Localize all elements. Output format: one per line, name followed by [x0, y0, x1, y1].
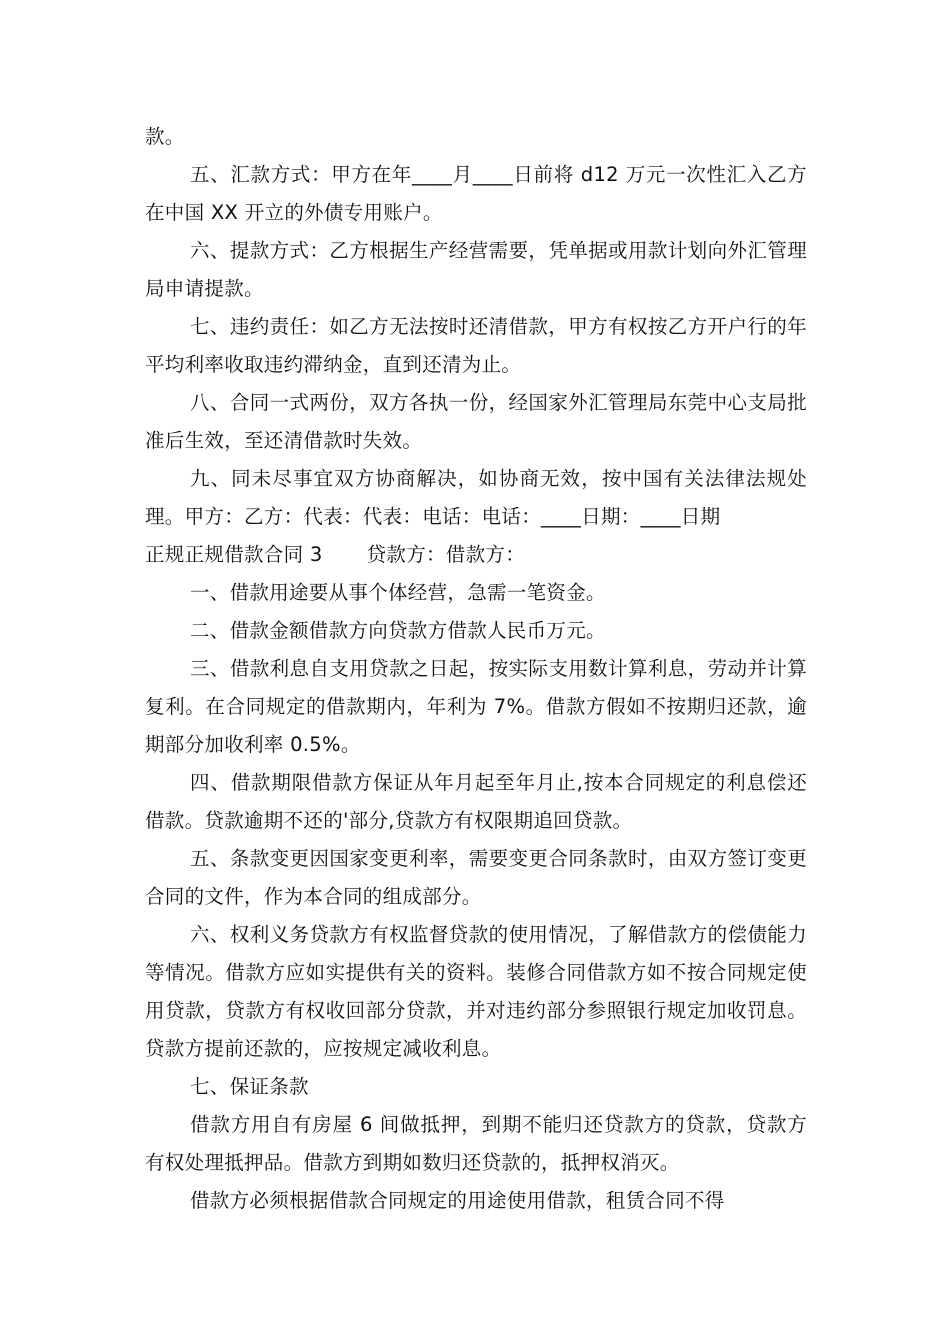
- paragraph-remittance-method: 五、汇款方式：甲方在年____月____日前将 d12 万元一次性汇入乙方在中国 XX 开立的外债专用账户。: [145, 163, 807, 224]
- paragraph-mortgage: 借款方用自有房屋 6 间做抵押，到期不能归还贷款方的贷款，贷款方有权处理抵押品。借款方到期如数归还贷款的，抵押权消灭。: [145, 1113, 807, 1174]
- paragraph-usage: 借款方必须根据借款合同规定的用途使用借款，租赁合同不得: [190, 1189, 725, 1212]
- paragraph-copies: 八、合同一式两份，双方各执一份，经国家外汇管理局东莞中心支局批准后生效，至还清借款时失效。: [145, 391, 807, 452]
- parties-line: 贷款方：借款方：: [366, 543, 526, 566]
- paragraph-continuation: 款。: [145, 125, 185, 148]
- paragraph-loan-purpose: 一、借款用途要从事个体经营，急需一笔资金。: [190, 581, 606, 604]
- paragraph-loan-interest: 三、借款利息自支用贷款之日起，按实际支用数计算利息，劳动并计算复利。在合同规定的借款期内，年利为 7%。借款方假如不按期归还款，逾期部分加收利率 0.5%。: [145, 657, 807, 756]
- paragraph-loan-amount: 二、借款金额借款方向贷款方借款人民币万元。: [190, 619, 606, 642]
- contract-heading-line: [145, 536, 807, 574]
- paragraph-unresolved-matters: 九、同未尽事宜双方协商解决，如协商无效，按中国有关法律法规处理。甲方：乙方：代表：代表：电话：电话：____日期：____日期: [145, 467, 807, 528]
- paragraph-guarantee-heading: 七、保证条款: [190, 1075, 309, 1098]
- paragraph-breach-liability: 七、违约责任：如乙方无法按时还清借款，甲方有权按乙方开户行的年平均利率收取违约滞纳金，直到还清为止。: [145, 315, 807, 376]
- paragraph-rights-obligations: 六、权利义务贷款方有权监督贷款的使用情况，了解借款方的偿债能力等情况。借款方应如实提供有关的资料。装修合同借款方如不按合同规定使用贷款，贷款方有权收回部分贷款，并对违约部分参照银行规定加收罚息。贷款方提前还款的，应按规定减收利息。: [145, 923, 807, 1060]
- paragraph-terms-change: 五、条款变更因国家变更利率，需要变更合同条款时，由双方签订变更合同的文件，作为本合同的组成部分。: [145, 847, 807, 908]
- contract-title: 正规正规借款合同 3: [145, 543, 323, 566]
- document-body: [145, 118, 807, 1220]
- paragraph-withdrawal-method: 六、提款方式：乙方根据生产经营需要，凭单据或用款计划向外汇管理局申请提款。: [145, 239, 807, 300]
- paragraph-loan-term: 四、借款期限借款方保证从年月起至年月止,按本合同规定的利息偿还借款。贷款逾期不还的'部分,贷款方有权限期追回贷款。: [145, 771, 807, 832]
